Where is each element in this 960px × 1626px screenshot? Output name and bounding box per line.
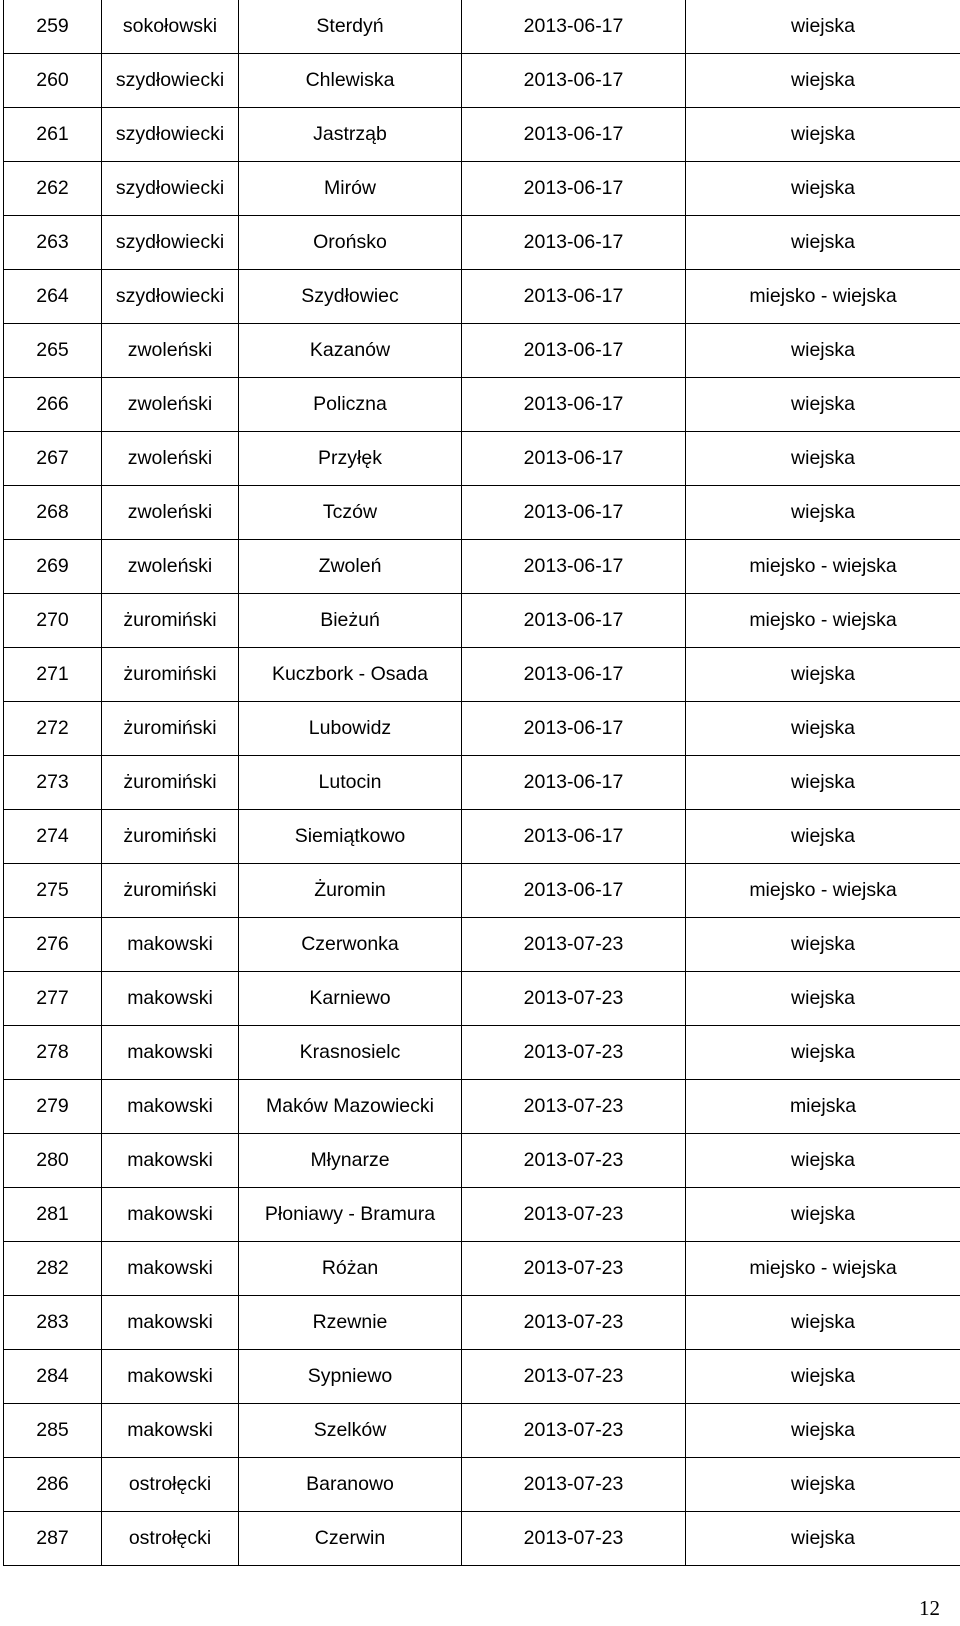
date-cell: 2013-07-23 — [462, 1242, 686, 1296]
municipality-cell: Maków Mazowiecki — [239, 1080, 462, 1134]
type-cell: wiejska — [686, 1296, 960, 1350]
row-number-cell: 278 — [4, 1026, 102, 1080]
date-cell: 2013-06-17 — [462, 864, 686, 918]
county-cell: szydłowiecki — [102, 54, 239, 108]
table-row — [4, 378, 960, 432]
type-cell: wiejska — [686, 1512, 960, 1566]
row-number-cell: 260 — [4, 54, 102, 108]
page-number: 12 — [919, 1596, 940, 1620]
municipality-cell: Żuromin — [239, 864, 462, 918]
date-cell: 2013-07-23 — [462, 1188, 686, 1242]
row-number-cell: 271 — [4, 648, 102, 702]
county-cell: sokołowski — [102, 0, 239, 54]
county-cell: makowski — [102, 972, 239, 1026]
type-cell: wiejska — [686, 1134, 960, 1188]
county-cell: makowski — [102, 1242, 239, 1296]
municipality-cell: Szydłowiec — [239, 270, 462, 324]
date-cell: 2013-06-17 — [462, 216, 686, 270]
date-cell: 2013-06-17 — [462, 378, 686, 432]
row-number-cell: 264 — [4, 270, 102, 324]
municipality-cell: Lubowidz — [239, 702, 462, 756]
date-cell: 2013-06-17 — [462, 270, 686, 324]
table-row — [4, 1458, 960, 1512]
row-number-cell: 285 — [4, 1404, 102, 1458]
row-number-cell: 286 — [4, 1458, 102, 1512]
date-cell: 2013-06-17 — [462, 54, 686, 108]
row-number-cell: 276 — [4, 918, 102, 972]
municipality-cell: Siemiątkowo — [239, 810, 462, 864]
row-number-cell: 261 — [4, 108, 102, 162]
row-number-cell: 272 — [4, 702, 102, 756]
table-row — [4, 1242, 960, 1296]
row-number-cell: 280 — [4, 1134, 102, 1188]
type-cell: wiejska — [686, 918, 960, 972]
county-cell: żuromiński — [102, 756, 239, 810]
municipality-cell: Baranowo — [239, 1458, 462, 1512]
county-cell: makowski — [102, 1134, 239, 1188]
municipality-cell: Rzewnie — [239, 1296, 462, 1350]
county-cell: ostrołęcki — [102, 1458, 239, 1512]
row-number-cell: 277 — [4, 972, 102, 1026]
table-row — [4, 864, 960, 918]
type-cell: miejska — [686, 1080, 960, 1134]
date-cell: 2013-06-17 — [462, 648, 686, 702]
row-number-cell: 273 — [4, 756, 102, 810]
table-row — [4, 1134, 960, 1188]
table-row — [4, 1026, 960, 1080]
municipality-cell: Bieżuń — [239, 594, 462, 648]
row-number-cell: 259 — [4, 0, 102, 54]
municipality-cell: Różan — [239, 1242, 462, 1296]
table-row — [4, 648, 960, 702]
date-cell: 2013-07-23 — [462, 1512, 686, 1566]
county-cell: zwoleński — [102, 378, 239, 432]
table-row — [4, 1296, 960, 1350]
date-cell: 2013-06-17 — [462, 162, 686, 216]
date-cell: 2013-07-23 — [462, 972, 686, 1026]
table-body — [4, 0, 960, 1566]
municipality-cell: Krasnosielc — [239, 1026, 462, 1080]
county-cell: szydłowiecki — [102, 216, 239, 270]
date-cell: 2013-07-23 — [462, 1026, 686, 1080]
type-cell: wiejska — [686, 1350, 960, 1404]
table-row — [4, 1080, 960, 1134]
type-cell: wiejska — [686, 1404, 960, 1458]
municipality-cell: Młynarze — [239, 1134, 462, 1188]
municipality-cell: Tczów — [239, 486, 462, 540]
date-cell: 2013-06-17 — [462, 702, 686, 756]
table-row — [4, 918, 960, 972]
county-cell: makowski — [102, 1350, 239, 1404]
county-cell: makowski — [102, 1080, 239, 1134]
type-cell: wiejska — [686, 216, 960, 270]
date-cell: 2013-07-23 — [462, 918, 686, 972]
type-cell: wiejska — [686, 1188, 960, 1242]
row-number-cell: 287 — [4, 1512, 102, 1566]
table-row — [4, 540, 960, 594]
table-row — [4, 270, 960, 324]
county-cell: żuromiński — [102, 702, 239, 756]
table-row — [4, 324, 960, 378]
table-row — [4, 702, 960, 756]
table-row — [4, 432, 960, 486]
table-row — [4, 972, 960, 1026]
municipality-table — [3, 0, 960, 1566]
table-row — [4, 216, 960, 270]
table-row — [4, 1350, 960, 1404]
county-cell: żuromiński — [102, 648, 239, 702]
municipality-cell: Chlewiska — [239, 54, 462, 108]
municipality-cell: Czerwonka — [239, 918, 462, 972]
type-cell: wiejska — [686, 756, 960, 810]
table-row — [4, 162, 960, 216]
county-cell: szydłowiecki — [102, 108, 239, 162]
county-cell: makowski — [102, 1296, 239, 1350]
type-cell: wiejska — [686, 648, 960, 702]
row-number-cell: 265 — [4, 324, 102, 378]
county-cell: ostrołęcki — [102, 1512, 239, 1566]
table-row — [4, 1188, 960, 1242]
type-cell: wiejska — [686, 432, 960, 486]
type-cell: wiejska — [686, 54, 960, 108]
table-row — [4, 108, 960, 162]
type-cell: wiejska — [686, 0, 960, 54]
date-cell: 2013-07-23 — [462, 1134, 686, 1188]
municipality-cell: Sterdyń — [239, 0, 462, 54]
municipality-cell: Kuczbork - Osada — [239, 648, 462, 702]
row-number-cell: 270 — [4, 594, 102, 648]
type-cell: wiejska — [686, 702, 960, 756]
municipality-cell: Kazanów — [239, 324, 462, 378]
date-cell: 2013-07-23 — [462, 1404, 686, 1458]
county-cell: szydłowiecki — [102, 162, 239, 216]
row-number-cell: 269 — [4, 540, 102, 594]
row-number-cell: 267 — [4, 432, 102, 486]
municipality-cell: Sypniewo — [239, 1350, 462, 1404]
county-cell: zwoleński — [102, 486, 239, 540]
county-cell: żuromiński — [102, 594, 239, 648]
date-cell: 2013-06-17 — [462, 756, 686, 810]
type-cell: wiejska — [686, 1026, 960, 1080]
date-cell: 2013-07-23 — [462, 1458, 686, 1512]
date-cell: 2013-06-17 — [462, 486, 686, 540]
municipality-cell: Policzna — [239, 378, 462, 432]
type-cell: miejsko - wiejska — [686, 864, 960, 918]
date-cell: 2013-07-23 — [462, 1350, 686, 1404]
municipality-cell: Czerwin — [239, 1512, 462, 1566]
row-number-cell: 282 — [4, 1242, 102, 1296]
municipality-cell: Orońsko — [239, 216, 462, 270]
type-cell: wiejska — [686, 378, 960, 432]
date-cell: 2013-06-17 — [462, 432, 686, 486]
municipality-cell: Zwoleń — [239, 540, 462, 594]
municipality-cell: Jastrząb — [239, 108, 462, 162]
county-cell: żuromiński — [102, 810, 239, 864]
date-cell: 2013-06-17 — [462, 324, 686, 378]
type-cell: wiejska — [686, 486, 960, 540]
row-number-cell: 266 — [4, 378, 102, 432]
county-cell: szydłowiecki — [102, 270, 239, 324]
table-row — [4, 594, 960, 648]
table-row — [4, 810, 960, 864]
type-cell: miejsko - wiejska — [686, 594, 960, 648]
municipality-cell: Płoniawy - Bramura — [239, 1188, 462, 1242]
date-cell: 2013-07-23 — [462, 1296, 686, 1350]
county-cell: makowski — [102, 1026, 239, 1080]
county-cell: makowski — [102, 1188, 239, 1242]
table-row — [4, 486, 960, 540]
date-cell: 2013-06-17 — [462, 594, 686, 648]
county-cell: makowski — [102, 918, 239, 972]
county-cell: makowski — [102, 1404, 239, 1458]
row-number-cell: 284 — [4, 1350, 102, 1404]
row-number-cell: 274 — [4, 810, 102, 864]
type-cell: wiejska — [686, 810, 960, 864]
date-cell: 2013-06-17 — [462, 540, 686, 594]
type-cell: miejsko - wiejska — [686, 1242, 960, 1296]
municipality-cell: Przyłęk — [239, 432, 462, 486]
date-cell: 2013-07-23 — [462, 1080, 686, 1134]
row-number-cell: 262 — [4, 162, 102, 216]
type-cell: wiejska — [686, 972, 960, 1026]
municipality-cell: Lutocin — [239, 756, 462, 810]
row-number-cell: 263 — [4, 216, 102, 270]
type-cell: wiejska — [686, 108, 960, 162]
date-cell: 2013-06-17 — [462, 810, 686, 864]
county-cell: zwoleński — [102, 324, 239, 378]
county-cell: żuromiński — [102, 864, 239, 918]
row-number-cell: 281 — [4, 1188, 102, 1242]
table-row — [4, 54, 960, 108]
row-number-cell: 275 — [4, 864, 102, 918]
date-cell: 2013-06-17 — [462, 0, 686, 54]
municipality-cell: Mirów — [239, 162, 462, 216]
type-cell: wiejska — [686, 162, 960, 216]
row-number-cell: 283 — [4, 1296, 102, 1350]
table-row — [4, 0, 960, 54]
table-row — [4, 1512, 960, 1566]
table-row — [4, 756, 960, 810]
type-cell: miejsko - wiejska — [686, 270, 960, 324]
county-cell: zwoleński — [102, 432, 239, 486]
municipality-cell: Szelków — [239, 1404, 462, 1458]
type-cell: wiejska — [686, 1458, 960, 1512]
table-row — [4, 1404, 960, 1458]
date-cell: 2013-06-17 — [462, 108, 686, 162]
municipality-cell: Karniewo — [239, 972, 462, 1026]
row-number-cell: 279 — [4, 1080, 102, 1134]
type-cell: miejsko - wiejska — [686, 540, 960, 594]
county-cell: zwoleński — [102, 540, 239, 594]
type-cell: wiejska — [686, 324, 960, 378]
row-number-cell: 268 — [4, 486, 102, 540]
